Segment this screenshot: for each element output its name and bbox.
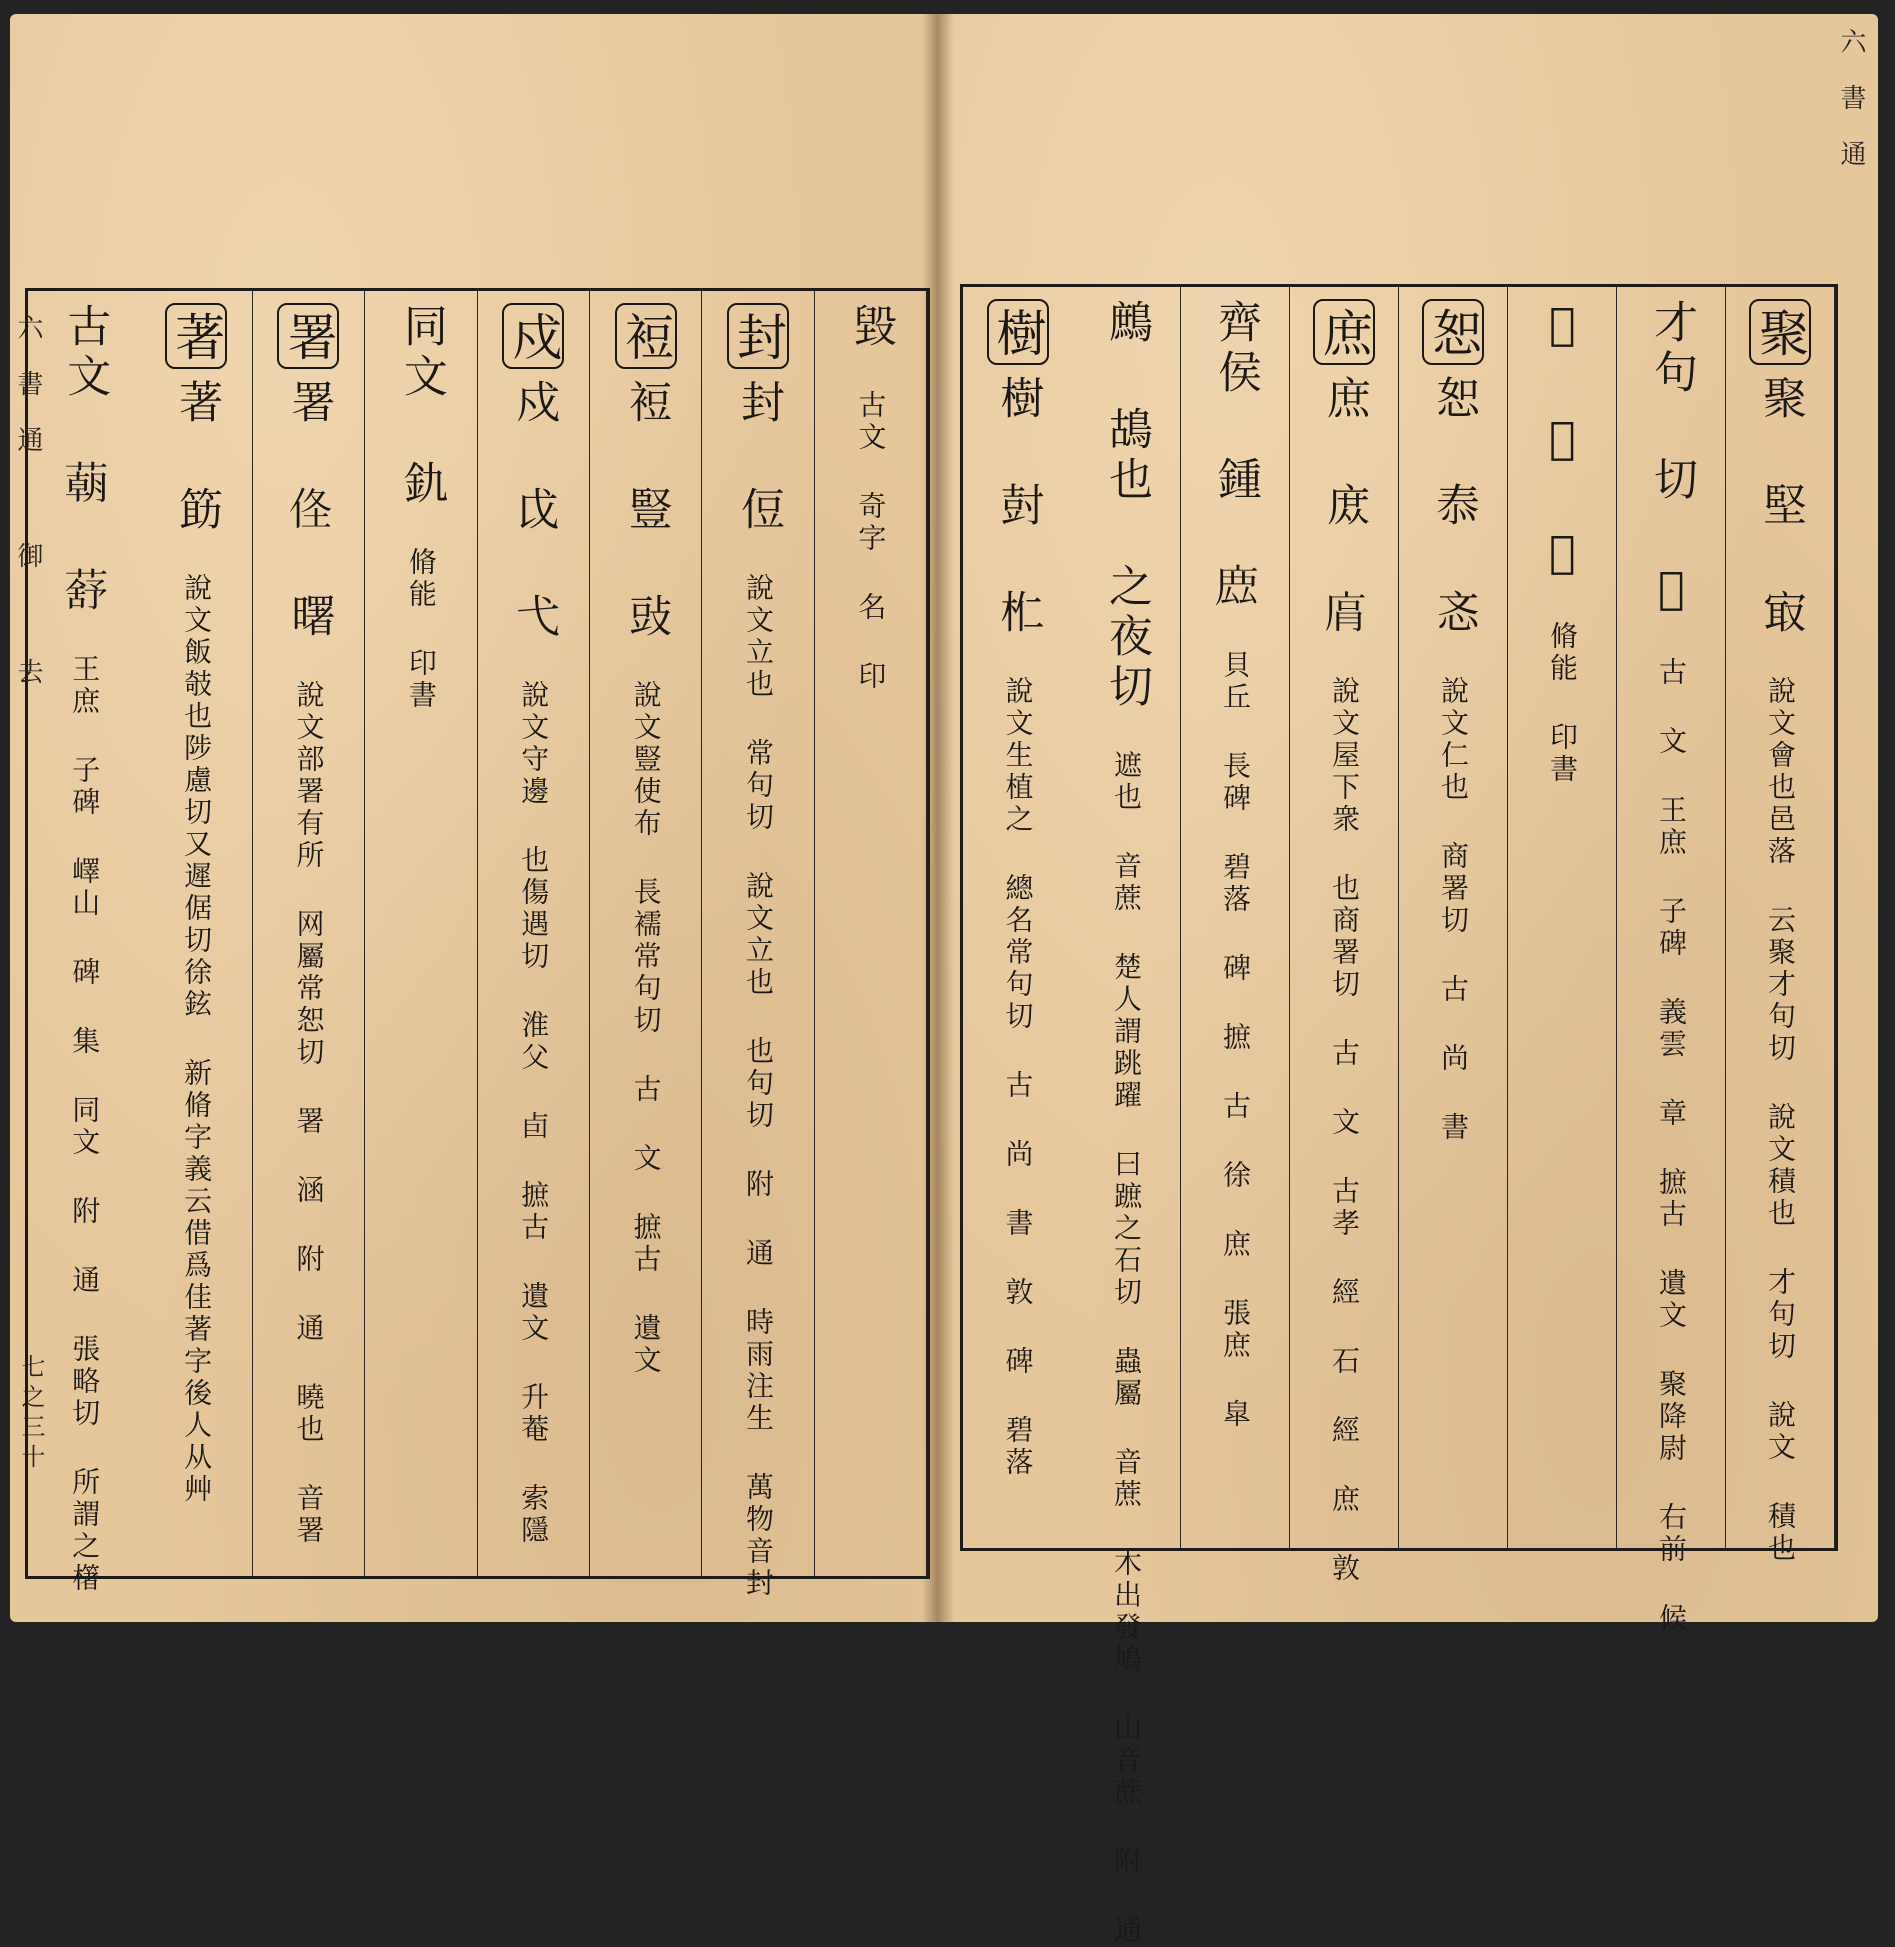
- headword-box: [1749, 299, 1811, 365]
- seal-entry: 庶 庻 𢈋: [1319, 375, 1370, 639]
- left-column-text: [727, 303, 789, 1600]
- left-column-text: [395, 303, 447, 712]
- right-column-text: [1646, 299, 1697, 1635]
- annotation: 遮也 音蔗 楚人謂跳躍 曰蹠之石切 蟲屬 音蔗 木出發鳩 山音蔗 附 通: [1110, 713, 1143, 1947]
- left-column: [478, 291, 590, 1576]
- headword-box: [502, 303, 564, 369]
- seal-entry: 戍 戉 弋: [508, 379, 560, 643]
- right-column-text: [1313, 299, 1375, 1585]
- left-column-text: [615, 303, 677, 1377]
- left-column-text: [165, 303, 227, 1506]
- seal-entry: 恕 㤗 忞: [1428, 375, 1479, 639]
- headword: 恕: [1424, 307, 1482, 357]
- right-column: [963, 287, 1072, 1548]
- seal-entry: 毀: [845, 303, 897, 353]
- headword-box: [1422, 299, 1484, 365]
- left-column: [28, 291, 140, 1595]
- right-column-text: [1537, 299, 1588, 786]
- seal-entry: 裋 豎 䜴: [620, 379, 672, 643]
- annotation: 說文仁也 商署切 古 尚 書: [1437, 639, 1470, 1144]
- seal-entry: 署 𠈬 曙: [283, 379, 335, 643]
- annotation: 說文生植之 總名常句切 古 尚 書 敦 碑 碧落: [1001, 639, 1035, 1479]
- headword-box: [987, 299, 1049, 365]
- right-text-frame: [960, 284, 1838, 1947]
- annotation: 脩能 印書: [1546, 584, 1579, 786]
- seal-entry: 封 侸: [732, 379, 784, 536]
- right-column: [1290, 287, 1399, 1585]
- annotation: 說文部署有所 网屬常恕切 署 涵 附 通 曉也 音署: [292, 643, 326, 1547]
- headword-box: [727, 303, 789, 369]
- seal-entry: 聚 堅 㝡: [1755, 375, 1806, 639]
- left-column-text: [59, 303, 111, 1595]
- headword-box: [277, 303, 339, 369]
- right-column-text: [1101, 299, 1152, 1947]
- annotation: 說文豎使布 長襦常句切 古 文 摭古 遺文: [629, 643, 663, 1377]
- left-text-frame: [25, 288, 930, 1600]
- annotation: 說文守邊 也傷遇切 淮父 卣 摭古 遺文 升菴 索隱: [517, 643, 551, 1547]
- annotation: 古文 奇字 名 印: [854, 353, 888, 693]
- seal-entry: 古文 𦺓 𦺗: [59, 303, 111, 617]
- headword: 封: [728, 311, 787, 361]
- seal-entry: 𠬸 茶 聚: [1537, 299, 1588, 584]
- seal-entry: 鷓 鴣也 之夜切: [1101, 299, 1152, 713]
- seal-entry: 同文 釚: [395, 303, 447, 510]
- left-column-text: [277, 303, 339, 1547]
- page-number-left: 七之三十: [17, 1354, 45, 1474]
- annotation: 貝丘 長碑 碧落 碑 摭 古 徐 庶 張庶 皐: [1219, 613, 1252, 1431]
- seal-entry: 樹 尌 𣏴: [992, 375, 1044, 639]
- headword-box: [615, 303, 677, 369]
- running-title-left: 六書通 御 去: [13, 314, 43, 714]
- left-column: [590, 291, 702, 1576]
- right-column: [1181, 287, 1290, 1548]
- headword: 署: [279, 311, 338, 361]
- headword: 裋: [616, 311, 675, 361]
- annotation: 說文立也 常句切 說文立也 也句切 附 通 時雨注生 萬物音封: [741, 536, 775, 1600]
- right-column: [1072, 287, 1181, 1947]
- annotation: 說文會也邑落 云聚才句切 說文積也 才句切 說文 積也: [1764, 639, 1797, 1565]
- headword: 庶: [1315, 307, 1373, 357]
- right-column: [1399, 287, 1508, 1548]
- seal-entry: 才句 切 𠬸: [1646, 299, 1697, 620]
- right-column-text: [987, 299, 1049, 1479]
- headword: 著: [167, 311, 226, 361]
- headword-box: [1313, 299, 1375, 365]
- right-column-text: [1210, 299, 1261, 1431]
- headword: 樹: [988, 307, 1047, 357]
- annotation: 脩能 印書: [404, 510, 438, 712]
- left-column-text: [845, 303, 897, 693]
- annotation: 王庶 子碑 嶧山 碑 集 同文 附 通 張略切 所謂之櫡: [68, 617, 102, 1595]
- left-column: [702, 291, 814, 1600]
- right-column-text: [1422, 299, 1484, 1144]
- seal-entry: 齊侯 鍾 𢉖: [1210, 299, 1261, 613]
- headword: 戍: [504, 311, 563, 361]
- left-column: [140, 291, 252, 1576]
- right-column: [1508, 287, 1617, 1548]
- left-column: [815, 291, 927, 1576]
- seal-entry: 著 筯: [171, 379, 223, 536]
- right-column-text: [1749, 299, 1811, 1565]
- headword: 聚: [1751, 307, 1809, 357]
- annotation: 古 文 王庶 子碑 義雲 章 摭古 遺文 聚降尉 右前 候: [1655, 620, 1688, 1635]
- running-title-right: 六書通: [1836, 28, 1866, 196]
- left-column-text: [502, 303, 564, 1547]
- left-column: [253, 291, 365, 1576]
- annotation: 說文飯攲也陟慮切又遲倨切徐鉉 新脩字義云借爲佳著字後人从艸: [180, 536, 214, 1506]
- right-column: [1617, 287, 1726, 1635]
- right-column: [1726, 287, 1835, 1565]
- annotation: 說文屋下衆 也商署切 古 文 古孝 經 石 經 庶 敦: [1328, 639, 1361, 1585]
- headword-box: [165, 303, 227, 369]
- left-column: [365, 291, 477, 1576]
